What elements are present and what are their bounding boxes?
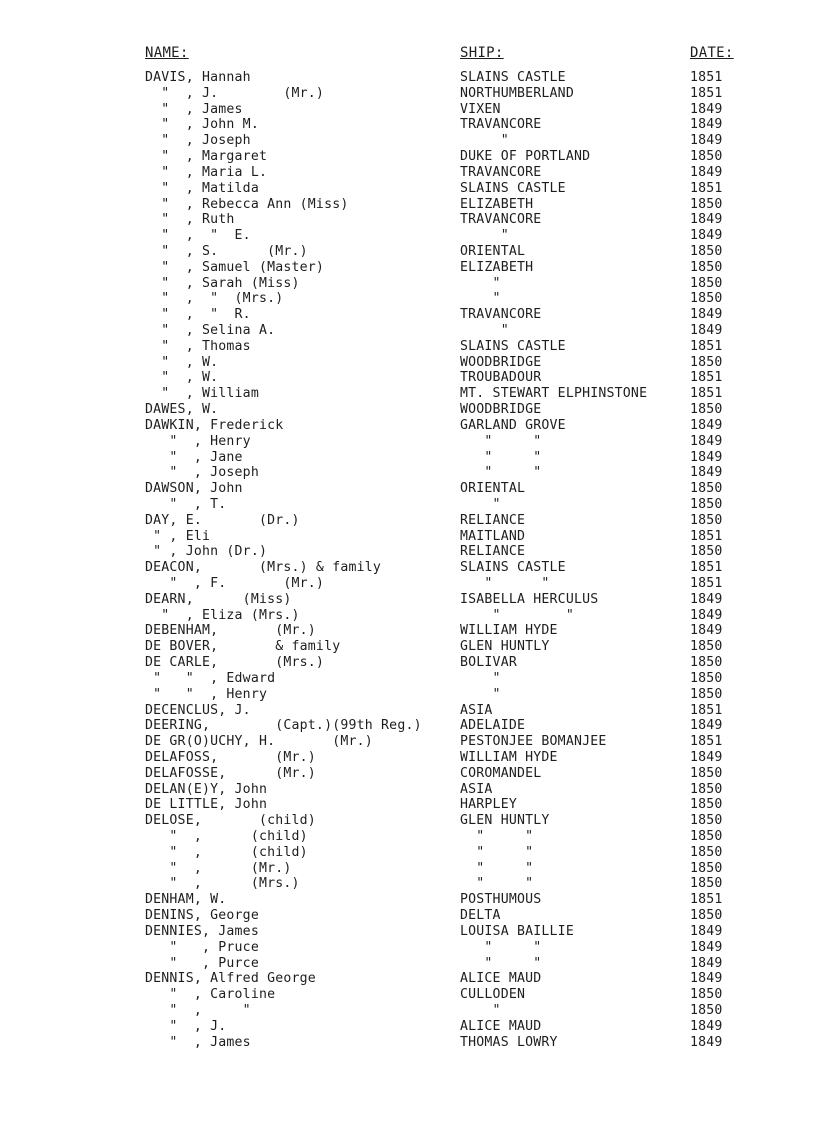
ship-name: SLAINS CASTLE xyxy=(460,180,566,196)
date-column-header: DATE: xyxy=(690,45,734,61)
ship-name: COROMANDEL xyxy=(460,765,542,781)
list-item xyxy=(0,339,816,355)
list-item xyxy=(0,924,816,940)
passenger-name: " , Caroline xyxy=(145,987,276,1003)
ship-name: " " xyxy=(460,939,542,955)
list-item xyxy=(0,608,816,624)
list-item xyxy=(0,386,816,402)
arrival-date: 1850 xyxy=(690,544,723,560)
list-item xyxy=(0,117,816,133)
ship-name: ISABELLA HERCULUS xyxy=(460,591,599,607)
passenger-name: " , Henry xyxy=(145,433,251,449)
passenger-name: " , J. xyxy=(145,1018,227,1034)
ship-name: HARPLEY xyxy=(460,797,517,813)
arrival-date: 1850 xyxy=(690,655,723,671)
passenger-name: DAY, E. (Dr.) xyxy=(145,512,300,528)
passenger-name: " , " (Mrs.) xyxy=(145,291,284,307)
list-item xyxy=(0,133,816,149)
ship-name: WILLIAM HYDE xyxy=(460,623,558,639)
arrival-date: 1849 xyxy=(690,228,723,244)
list-item xyxy=(0,102,816,118)
passenger-name: " , T. xyxy=(145,496,227,512)
list-item xyxy=(0,181,816,197)
ship-name: VIXEN xyxy=(460,101,501,117)
arrival-date: 1850 xyxy=(690,987,723,1003)
passenger-name: DELAFOSSE, (Mr.) xyxy=(145,765,316,781)
ship-column-header: SHIP: xyxy=(460,45,504,61)
passenger-name: DELOSE, (child) xyxy=(145,813,316,829)
passenger-name: " , " E. xyxy=(145,228,251,244)
passenger-name: " , Purce xyxy=(145,955,259,971)
ship-name: LOUISA BAILLIE xyxy=(460,923,574,939)
passenger-name: " , (child) xyxy=(145,844,308,860)
passenger-name: " , (child) xyxy=(145,829,308,844)
arrival-date: 1850 xyxy=(690,829,723,844)
list-item xyxy=(0,529,816,545)
arrival-date: 1849 xyxy=(690,955,723,971)
passenger-name: DENINS, George xyxy=(145,908,259,924)
list-item xyxy=(0,70,816,86)
ship-name: ADELAIDE xyxy=(460,718,526,734)
passenger-name: DE CARLE, (Mrs.) xyxy=(145,655,325,671)
arrival-date: 1849 xyxy=(690,101,723,117)
ship-name: " " xyxy=(460,607,574,623)
ship-name: SLAINS CASTLE xyxy=(460,560,566,576)
arrival-date: 1850 xyxy=(690,670,723,686)
passenger-name: " , S. (Mr.) xyxy=(145,243,308,259)
list-item xyxy=(0,244,816,260)
list-item xyxy=(0,465,816,481)
arrival-date: 1850 xyxy=(690,402,723,418)
list-item xyxy=(0,861,816,877)
ship-name: ASIA xyxy=(460,781,493,797)
arrival-date: 1849 xyxy=(690,307,723,323)
ship-name: " " xyxy=(460,955,542,971)
arrival-date: 1850 xyxy=(690,876,723,892)
arrival-date: 1850 xyxy=(690,149,723,165)
arrival-date: 1851 xyxy=(690,734,723,750)
passenger-name: " , William xyxy=(145,386,259,402)
arrival-date: 1849 xyxy=(690,323,723,338)
list-item xyxy=(0,323,816,339)
passenger-name: DAWES, W. xyxy=(145,402,219,418)
passenger-name: " , " R. xyxy=(145,307,251,323)
arrival-date: 1851 xyxy=(690,180,723,196)
ship-name: ORIENTAL xyxy=(460,243,526,259)
ship-name: MT. STEWART ELPHINSTONE xyxy=(460,386,648,402)
ship-name: " xyxy=(460,686,501,702)
passenger-name: " , Jane xyxy=(145,449,243,465)
passenger-name: DE GR(O)UCHY, H. (Mr.) xyxy=(145,734,373,750)
ship-name: SLAINS CASTLE xyxy=(460,70,566,85)
passenger-name: DEARN, (Miss) xyxy=(145,591,292,607)
arrival-date: 1851 xyxy=(690,892,723,908)
passenger-name: " , John (Dr.) xyxy=(145,544,268,560)
arrival-date: 1849 xyxy=(690,465,723,481)
ship-name: WOODBRIDGE xyxy=(460,402,542,418)
passenger-name: DE LITTLE, John xyxy=(145,797,268,813)
list-item xyxy=(0,892,816,908)
passenger-list xyxy=(0,70,816,1050)
passenger-name: " , Margaret xyxy=(145,149,268,165)
ship-name: RELIANCE xyxy=(460,544,526,560)
arrival-date: 1850 xyxy=(690,765,723,781)
passenger-name: " , W. xyxy=(145,354,219,370)
arrival-date: 1851 xyxy=(690,338,723,354)
list-item xyxy=(0,450,816,466)
ship-name: TROUBADOUR xyxy=(460,370,542,386)
arrival-date: 1849 xyxy=(690,939,723,955)
ship-name: CULLODEN xyxy=(460,987,526,1003)
ship-name: " xyxy=(460,228,509,244)
list-item xyxy=(0,797,816,813)
arrival-date: 1850 xyxy=(690,354,723,370)
list-item xyxy=(0,513,816,529)
passenger-name: " , Pruce xyxy=(145,939,259,955)
ship-name: TRAVANCORE xyxy=(460,164,542,180)
list-item xyxy=(0,276,816,292)
passenger-name: DENNIS, Alfred George xyxy=(145,971,316,987)
passenger-name: DEBENHAM, (Mr.) xyxy=(145,623,316,639)
list-item xyxy=(0,402,816,418)
ship-name: ELIZABETH xyxy=(460,259,534,275)
arrival-date: 1851 xyxy=(690,85,723,101)
ship-name: " " xyxy=(460,860,534,876)
ship-name: TRAVANCORE xyxy=(460,117,542,133)
arrival-date: 1850 xyxy=(690,639,723,655)
arrival-date: 1850 xyxy=(690,243,723,259)
passenger-name: DECENCLUS, J. xyxy=(145,702,251,718)
arrival-date: 1850 xyxy=(690,781,723,797)
arrival-date: 1849 xyxy=(690,1018,723,1034)
passenger-name: " , Thomas xyxy=(145,338,251,354)
ship-name: " xyxy=(460,275,501,291)
arrival-date: 1849 xyxy=(690,1034,723,1050)
arrival-date: 1851 xyxy=(690,702,723,718)
list-item xyxy=(0,260,816,276)
passenger-name: " , Joseph xyxy=(145,133,251,149)
arrival-date: 1851 xyxy=(690,560,723,576)
list-item xyxy=(0,86,816,102)
list-item xyxy=(0,829,816,845)
list-item xyxy=(0,782,816,798)
ship-name: RELIANCE xyxy=(460,512,526,528)
arrival-date: 1850 xyxy=(690,813,723,829)
list-item xyxy=(0,197,816,213)
arrival-date: 1850 xyxy=(690,844,723,860)
arrival-date: 1849 xyxy=(690,623,723,639)
arrival-date: 1849 xyxy=(690,212,723,228)
passenger-name: DAVIS, Hannah xyxy=(145,70,251,85)
list-item xyxy=(0,671,816,687)
arrival-date: 1850 xyxy=(690,512,723,528)
ship-name: " xyxy=(460,133,509,149)
passenger-name: DAWKIN, Frederick xyxy=(145,417,284,433)
arrival-date: 1851 xyxy=(690,70,723,85)
passenger-name: " , Matilda xyxy=(145,180,259,196)
arrival-date: 1849 xyxy=(690,971,723,987)
ship-name: " xyxy=(460,291,501,307)
passenger-name: " , Maria L. xyxy=(145,164,268,180)
passenger-name: " , (Mr.) xyxy=(145,860,292,876)
list-item xyxy=(0,481,816,497)
ship-name: ASIA xyxy=(460,702,493,718)
passenger-name: " , Sarah (Miss) xyxy=(145,275,300,291)
passenger-name: DEERING, (Capt.)(99th Reg.) xyxy=(145,718,422,734)
ship-name: " xyxy=(460,496,501,512)
list-item xyxy=(0,497,816,513)
list-item xyxy=(0,813,816,829)
ship-name: NORTHUMBERLAND xyxy=(460,85,574,101)
passenger-name: " , (Mrs.) xyxy=(145,876,300,892)
passenger-name: DAWSON, John xyxy=(145,481,243,497)
list-item xyxy=(0,687,816,703)
list-item xyxy=(0,149,816,165)
ship-name: " " xyxy=(460,844,534,860)
ship-name: DUKE OF PORTLAND xyxy=(460,149,591,165)
arrival-date: 1849 xyxy=(690,449,723,465)
passenger-name: " , J. (Mr.) xyxy=(145,85,325,101)
passenger-name: " , Ruth xyxy=(145,212,235,228)
ship-name: WOODBRIDGE xyxy=(460,354,542,370)
passenger-name: " , James xyxy=(145,101,243,117)
arrival-date: 1849 xyxy=(690,591,723,607)
passenger-name: " , Joseph xyxy=(145,465,259,481)
ship-name: " " xyxy=(460,449,542,465)
ship-name: " " xyxy=(460,433,542,449)
arrival-date: 1851 xyxy=(690,370,723,386)
list-item xyxy=(0,987,816,1003)
list-item xyxy=(0,307,816,323)
arrival-date: 1849 xyxy=(690,117,723,133)
ship-name: MAITLAND xyxy=(460,528,526,544)
passenger-name: DENNIES, James xyxy=(145,923,259,939)
arrival-date: 1849 xyxy=(690,133,723,149)
list-item xyxy=(0,971,816,987)
list-item xyxy=(0,703,816,719)
list-item xyxy=(0,639,816,655)
arrival-date: 1849 xyxy=(690,923,723,939)
ship-name: DELTA xyxy=(460,908,501,924)
passenger-name: " , Eliza (Mrs.) xyxy=(145,607,300,623)
ship-name: SLAINS CASTLE xyxy=(460,338,566,354)
arrival-date: 1850 xyxy=(690,797,723,813)
passenger-name: DENHAM, W. xyxy=(145,892,227,908)
arrival-date: 1851 xyxy=(690,528,723,544)
ship-name: GLEN HUNTLY xyxy=(460,813,550,829)
arrival-date: 1850 xyxy=(690,908,723,924)
ship-name: ORIENTAL xyxy=(460,481,526,497)
ship-name: " xyxy=(460,670,501,686)
list-item xyxy=(0,1019,816,1035)
ship-name: TRAVANCORE xyxy=(460,212,542,228)
list-item xyxy=(0,908,816,924)
list-item xyxy=(0,560,816,576)
passenger-name: " " , Edward xyxy=(145,670,276,686)
list-item xyxy=(0,1035,816,1051)
arrival-date: 1851 xyxy=(690,576,723,591)
list-item xyxy=(0,1003,816,1019)
ship-name: GLEN HUNTLY xyxy=(460,639,550,655)
ship-name: THOMAS LOWRY xyxy=(460,1034,558,1050)
ship-name: " " xyxy=(460,465,542,481)
list-item xyxy=(0,355,816,371)
passenger-name: DE BOVER, & family xyxy=(145,639,341,655)
passenger-name: " , Selina A. xyxy=(145,323,276,338)
list-item xyxy=(0,655,816,671)
passenger-name: DELAN(E)Y, John xyxy=(145,781,268,797)
list-item xyxy=(0,212,816,228)
list-item xyxy=(0,576,816,592)
list-item xyxy=(0,592,816,608)
passenger-name: " , John M. xyxy=(145,117,259,133)
list-item xyxy=(0,750,816,766)
arrival-date: 1849 xyxy=(690,164,723,180)
arrival-date: 1849 xyxy=(690,433,723,449)
passenger-name: " , Eli xyxy=(145,528,211,544)
ship-name: WILLIAM HYDE xyxy=(460,749,558,765)
passenger-name: " , James xyxy=(145,1034,251,1050)
ship-name: TRAVANCORE xyxy=(460,307,542,323)
name-column-header: NAME: xyxy=(145,45,189,61)
arrival-date: 1850 xyxy=(690,686,723,702)
list-item xyxy=(0,956,816,972)
list-item xyxy=(0,940,816,956)
passenger-name: " , " xyxy=(145,1002,251,1018)
arrival-date: 1850 xyxy=(690,275,723,291)
arrival-date: 1850 xyxy=(690,196,723,212)
arrival-date: 1849 xyxy=(690,607,723,623)
list-item xyxy=(0,734,816,750)
passenger-name: " " , Henry xyxy=(145,686,268,702)
passenger-name: DELAFOSS, (Mr.) xyxy=(145,749,316,765)
arrival-date: 1851 xyxy=(690,386,723,402)
ship-name: ALICE MAUD xyxy=(460,971,542,987)
list-item xyxy=(0,291,816,307)
arrival-date: 1850 xyxy=(690,291,723,307)
arrival-date: 1850 xyxy=(690,481,723,497)
passenger-name: " , W. xyxy=(145,370,219,386)
passenger-name: " , F. (Mr.) xyxy=(145,576,325,591)
ship-name: POSTHUMOUS xyxy=(460,892,542,908)
list-item xyxy=(0,370,816,386)
arrival-date: 1850 xyxy=(690,259,723,275)
ship-name: BOLIVAR xyxy=(460,655,517,671)
passenger-name: " , Samuel (Master) xyxy=(145,259,325,275)
ship-name: " xyxy=(460,323,509,338)
arrival-date: 1849 xyxy=(690,718,723,734)
ship-name: ELIZABETH xyxy=(460,196,534,212)
list-item xyxy=(0,845,816,861)
arrival-date: 1850 xyxy=(690,496,723,512)
list-item xyxy=(0,766,816,782)
ship-name: " xyxy=(460,1002,501,1018)
list-item xyxy=(0,718,816,734)
ship-name: PESTONJEE BOMANJEE xyxy=(460,734,607,750)
ship-name: GARLAND GROVE xyxy=(460,417,566,433)
list-item xyxy=(0,434,816,450)
list-item xyxy=(0,623,816,639)
arrival-date: 1850 xyxy=(690,860,723,876)
passenger-name: DEACON, (Mrs.) & family xyxy=(145,560,382,576)
arrival-date: 1850 xyxy=(690,1002,723,1018)
list-item xyxy=(0,544,816,560)
ship-name: ALICE MAUD xyxy=(460,1018,542,1034)
ship-name: " " xyxy=(460,829,534,844)
list-item xyxy=(0,876,816,892)
list-item xyxy=(0,228,816,244)
ship-name: " " xyxy=(460,876,534,892)
arrival-date: 1849 xyxy=(690,749,723,765)
arrival-date: 1849 xyxy=(690,417,723,433)
list-item xyxy=(0,418,816,434)
list-item xyxy=(0,165,816,181)
ship-name: " " xyxy=(460,576,550,591)
passenger-name: " , Rebecca Ann (Miss) xyxy=(145,196,349,212)
